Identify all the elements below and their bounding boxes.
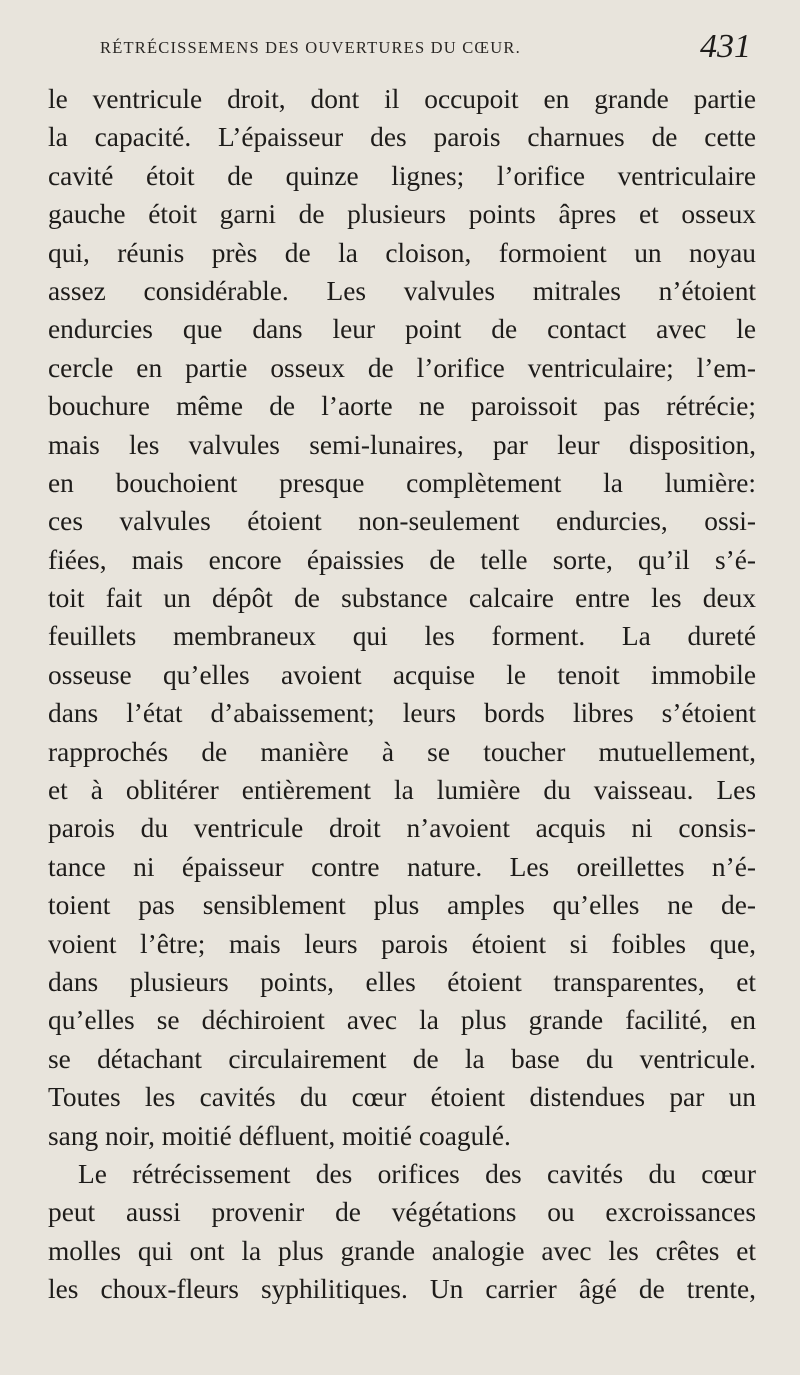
text-line: cavité étoit de quinze lignes; l’orifice ventriculaire [48, 160, 756, 191]
page-number: 431 [700, 28, 751, 65]
text-line: se détachant circulairement de la base du ventricule. [48, 1043, 756, 1074]
text-line: en bouchoient presque complètement la lumière: [48, 467, 756, 498]
text-line: tance ni épaisseur contre nature. Les oreillettes n’é- [48, 851, 756, 882]
text-line: rapprochés de manière à se toucher mutuellement, [48, 736, 756, 767]
text-line: bouchure même de l’aorte ne paroissoit pas rétrécie; [48, 391, 756, 422]
paragraph-start-line: Le rétrécissement des orifices des cavités du cœur [78, 1158, 756, 1189]
text-line: cercle en partie osseux de l’orifice ventriculaire; l’em- [48, 352, 756, 383]
text-line: mais les valvules semi-lunaires, par leur disposition, [48, 429, 756, 460]
text-line: endurcies que dans leur point de contact avec le [48, 314, 756, 345]
text-line: feuillets membraneux qui les forment. La dureté [48, 621, 756, 652]
text-line: parois du ventricule droit n’avoient acquis ni consis- [48, 813, 756, 844]
text-line: et à oblitérer entièrement la lumière du vaisseau. Les [48, 775, 756, 806]
text-line: toient pas sensiblement plus amples qu’elles ne de- [48, 890, 756, 921]
text-line: qui, réunis près de la cloison, formoient un noyau [48, 237, 756, 268]
text-line: osseuse qu’elles avoient acquise le tenoit immobile [48, 659, 756, 690]
text-line: gauche étoit garni de plusieurs points âpres et osseux [48, 199, 756, 230]
text-line: Toutes les cavités du cœur étoient distendues par un [48, 1082, 756, 1113]
text-line: dans plusieurs points, elles étoient transparentes, et [48, 966, 756, 997]
text-line: voient l’être; mais leurs parois étoient si foibles que, [48, 928, 756, 959]
paragraph-end-line: sang noir, moitié défluent, moitié coagulé. [48, 1120, 511, 1151]
text-line: la capacité. L’épaisseur des parois charnues de cette [48, 122, 756, 153]
running-header: RÉTRÉCISSEMENS DES OUVERTURES DU CŒUR. [100, 38, 521, 57]
text-line: qu’elles se déchiroient avec la plus grande facilité, en [48, 1005, 756, 1036]
text-line: le ventricule droit, dont il occupoit en grande partie [48, 84, 756, 114]
text-line: les choux-fleurs syphilitiques. Un carrier âgé de trente, [48, 1274, 756, 1305]
body-text [48, 80, 756, 1309]
text-line: dans l’état d’abaissement; leurs bords libres s’étoient [48, 698, 756, 729]
text-line: assez considérable. Les valvules mitrales n’étoient [48, 275, 756, 306]
text-line: peut aussi provenir de végétations ou excroissances [48, 1197, 756, 1228]
text-line: molles qui ont la plus grande analogie avec les crêtes et [48, 1235, 756, 1266]
text-line: toit fait un dépôt de substance calcaire entre les deux [48, 583, 756, 614]
text-line: fiées, mais encore épaissies de telle sorte, qu’il s’é- [48, 544, 756, 575]
text-line: ces valvules étoient non-seulement endurcies, ossi- [48, 506, 756, 537]
